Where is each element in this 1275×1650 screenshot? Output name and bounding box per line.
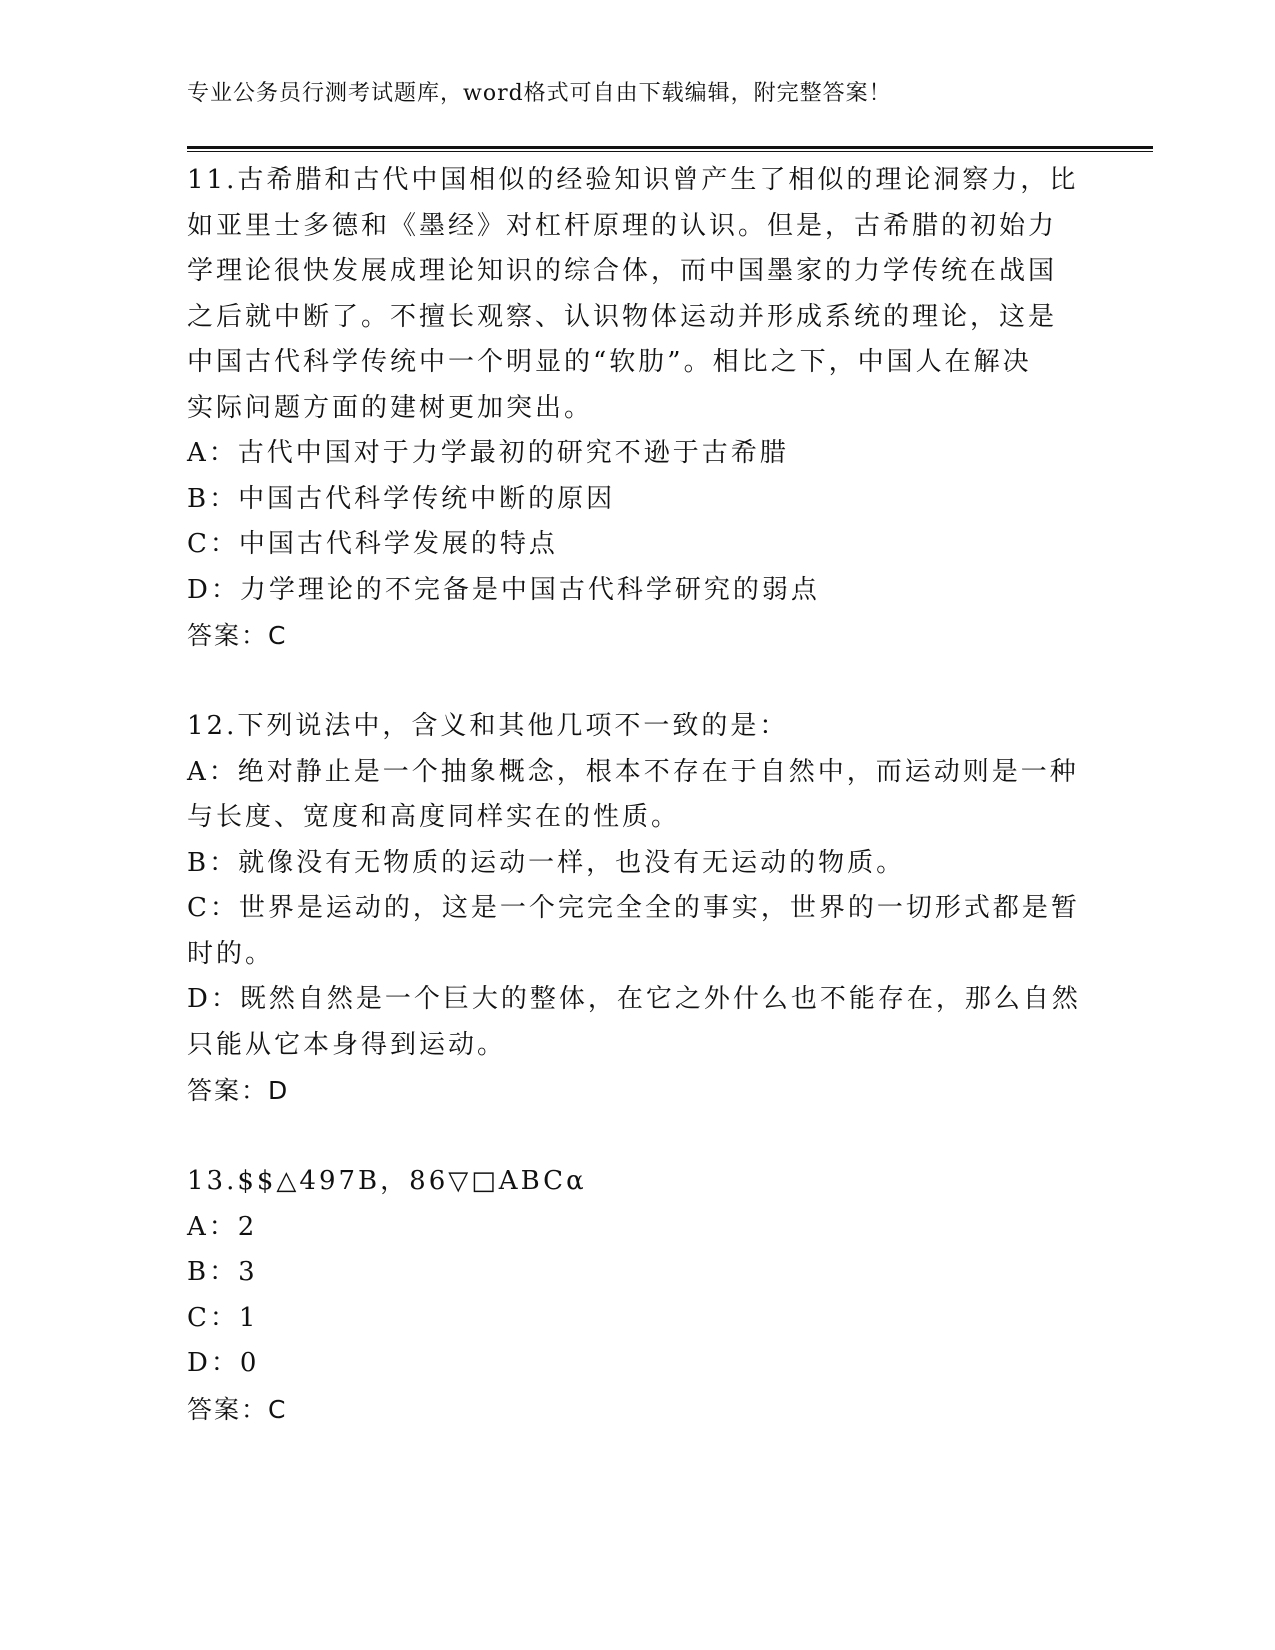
question-stem-line: 实际问题方面的建树更加突出。 [187, 392, 594, 423]
option-d: D：0 [187, 1348, 260, 1378]
option-b: B：3 [187, 1257, 258, 1287]
question-13 [187, 1159, 1067, 1432]
answer-label: 答案：C [187, 1394, 288, 1424]
question-stem-line: 12.下列说法中，含义和其他几项不一致的是： [187, 711, 789, 741]
question-stem-line: 13.$$△497B，86▽□ABCα [187, 1166, 587, 1196]
option-d-continuation: 只能从它本身得到运动。 [187, 1029, 507, 1060]
option-d: D：力学理论的不完备是中国古代科学研究的弱点 [187, 574, 820, 605]
answer-label: 答案：C [187, 621, 288, 650]
option-c: C：世界是运动的，这是一个完完全全的事实，世界的一切形式都是暂 [187, 893, 1080, 923]
option-b: B：就像没有无物质的运动一样，也没有无运动的物质。 [187, 847, 906, 878]
question-11 [187, 158, 1079, 659]
question-stem-line: 如亚里士多德和《墨经》对杠杆原理的认识。但是，古希腊的初始力 [187, 210, 1058, 241]
option-a: A：2 [187, 1211, 258, 1242]
question-stem-line: 11.古希腊和古代中国相似的经验知识曾产生了相似的理论洞察力，比 [187, 165, 1079, 195]
option-d: D：既然自然是一个巨大的整体，在它之外什么也不能存在，那么自然 [187, 984, 1081, 1014]
question-spacer [187, 659, 1067, 705]
answer-label: 答案：D [187, 1076, 290, 1105]
question-spacer [187, 1114, 1067, 1160]
question-stem-line: 之后就中断了。不擅长观察、认识物体运动并形成系统的理论，这是 [187, 301, 1058, 332]
question-list [187, 158, 1081, 1432]
header-divider-thin [187, 151, 1153, 152]
question-stem-line: 中国古代科学传统中一个明显的“软肋”。相比之下，中国人在解决 [187, 347, 1032, 377]
option-a: A：绝对静止是一个抽象概念，根本不存在于自然中，而运动则是一种 [187, 756, 1079, 787]
option-a-continuation: 与长度、宽度和高度同样实在的性质。 [187, 802, 681, 832]
header-divider-thick [187, 146, 1153, 149]
question-12 [187, 704, 1081, 1114]
option-b: B：中国古代科学传统中断的原因 [187, 483, 616, 514]
option-c: C：1 [187, 1302, 259, 1333]
page-header: 专业公务员行测考试题库，word格式可自由下载编辑，附完整答案！ [187, 81, 892, 106]
option-a: A：古代中国对于力学最初的研究不逊于古希腊 [187, 438, 789, 468]
option-c: C：中国古代科学发展的特点 [187, 529, 558, 559]
question-stem-line: 学理论很快发展成理论知识的综合体，而中国墨家的力学传统在战国 [187, 256, 1058, 286]
option-c-continuation: 时的。 [187, 938, 275, 969]
